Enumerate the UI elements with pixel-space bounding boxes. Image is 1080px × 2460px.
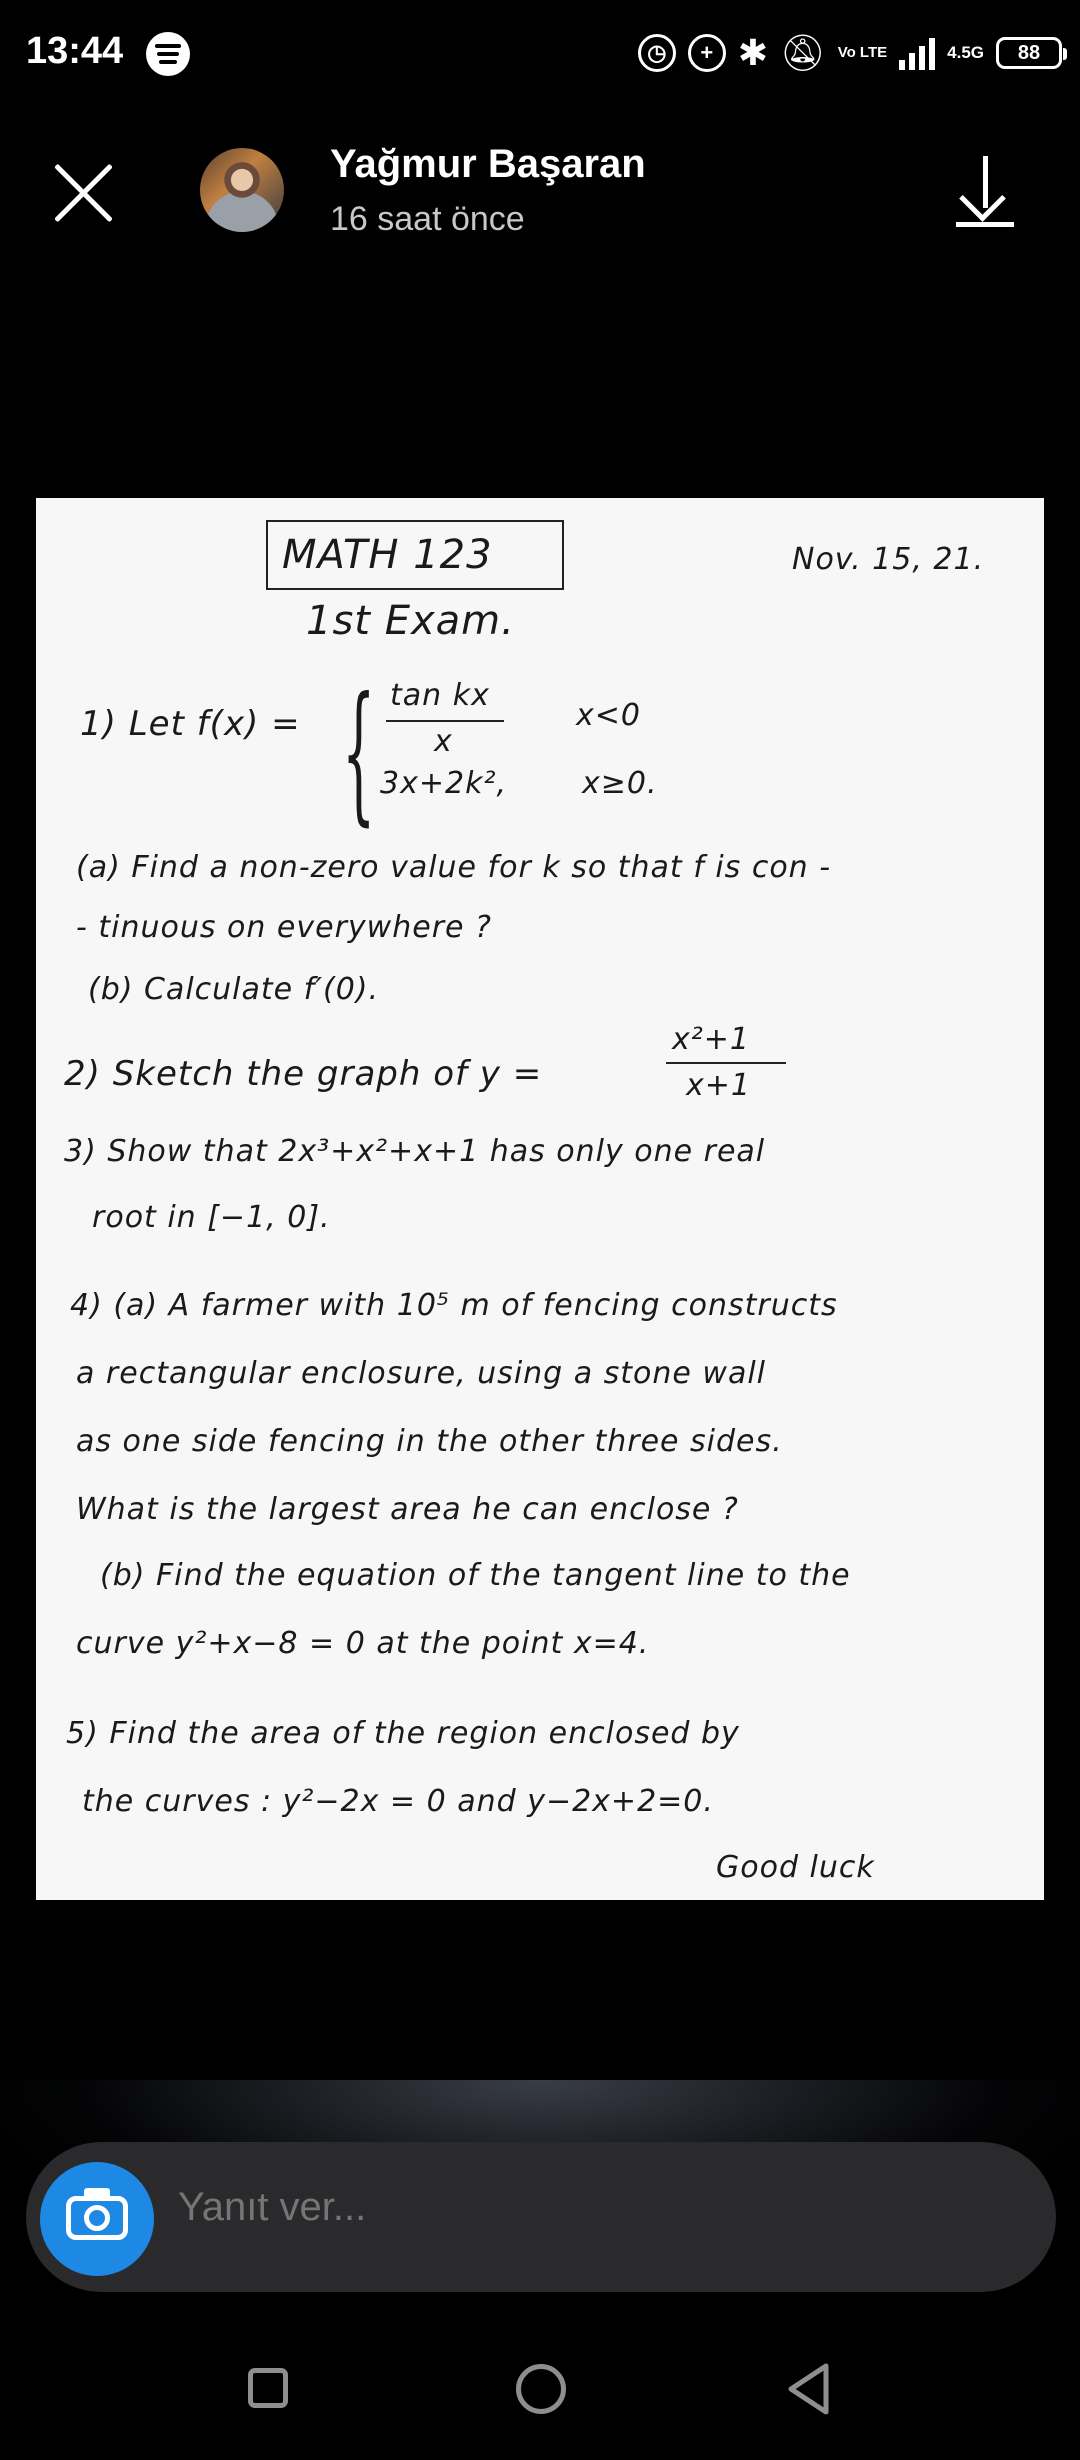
- signal-icon: [899, 36, 935, 70]
- piecewise-brace: {: [342, 666, 376, 840]
- closing-note: Good luck: [716, 1850, 875, 1885]
- bluetooth-icon: ✱: [737, 32, 768, 73]
- q5-line1: 5) Find the area of the region enclosed by: [66, 1716, 740, 1751]
- q3-line2: root in [−1, 0].: [92, 1200, 331, 1235]
- q1-case2-condition: x≥0.: [582, 766, 658, 801]
- q1b: (b) Calculate f′(0).: [88, 972, 380, 1007]
- home-button[interactable]: [516, 2364, 566, 2414]
- back-icon: [786, 2362, 832, 2416]
- q4a-line3: as one side fencing in the other three sides.: [76, 1424, 783, 1459]
- alarm-icon: ◷: [638, 34, 676, 72]
- reply-input[interactable]: [176, 2184, 1000, 2231]
- q1-fraction-line: [386, 720, 504, 722]
- volte-icon: Vo LTE: [837, 44, 888, 61]
- download-icon[interactable]: [950, 152, 1020, 232]
- exam-photo: [36, 498, 1044, 1900]
- data-saver-icon: +: [688, 34, 726, 72]
- q4a-line4: What is the largest area he can enclose ?: [76, 1492, 739, 1527]
- q2-prefix: 2) Sketch the graph of y =: [64, 1054, 543, 1094]
- reply-bar: [26, 2142, 1056, 2292]
- q4b-line2: curve y²+x−8 = 0 at the point x=4.: [76, 1626, 650, 1661]
- q1a-line2: - tinuous on everywhere ?: [76, 910, 492, 945]
- q2-denominator: x+1: [686, 1068, 751, 1103]
- status-icons: [638, 28, 1062, 78]
- network-icon: 4.5G: [947, 43, 984, 62]
- q3-line1: 3) Show that 2x³+x²+x+1 has only one real: [64, 1134, 766, 1169]
- recent-apps-button[interactable]: [248, 2368, 288, 2408]
- q4b-line1: (b) Find the equation of the tangent line to the: [100, 1558, 851, 1593]
- user-name[interactable]: Yağmur Başaran: [330, 142, 646, 186]
- mute-icon: 🔕︎: [779, 32, 826, 73]
- q1-case1-denominator: x: [434, 724, 453, 759]
- post-time: 16 saat önce: [330, 200, 525, 238]
- exam-label: 1st Exam.: [306, 598, 515, 644]
- spotify-icon: [146, 32, 190, 76]
- avatar[interactable]: [200, 148, 284, 232]
- q1-case1-numerator: tan kx: [390, 678, 490, 713]
- q2-numerator: x²+1: [672, 1022, 751, 1057]
- status-bar: [0, 0, 1080, 110]
- q1-case2-expr: 3x+2k²,: [380, 766, 507, 801]
- q4a-line1: 4) (a) A farmer with 10⁵ m of fencing constructs: [70, 1288, 838, 1323]
- back-button[interactable]: [786, 2362, 832, 2416]
- camera-button[interactable]: [40, 2162, 154, 2276]
- status-time: 13:44: [26, 30, 124, 72]
- q4a-line2: a rectangular enclosure, using a stone wall: [76, 1356, 767, 1391]
- battery-icon: 88: [996, 37, 1062, 69]
- q5-line2: the curves : y²−2x = 0 and y−2x+2=0.: [82, 1784, 714, 1819]
- story-media[interactable]: [36, 302, 1044, 2094]
- q1a-line1: (a) Find a non-zero value for k so that f is con -: [76, 850, 832, 885]
- q1-prefix: 1) Let f(x) =: [80, 704, 301, 744]
- exam-date: Nov. 15, 21.: [792, 542, 985, 577]
- q2-fraction-line: [666, 1062, 786, 1064]
- close-icon[interactable]: [50, 160, 116, 226]
- course-title: MATH 123: [282, 532, 493, 578]
- q1-case1-condition: x<0: [576, 698, 641, 733]
